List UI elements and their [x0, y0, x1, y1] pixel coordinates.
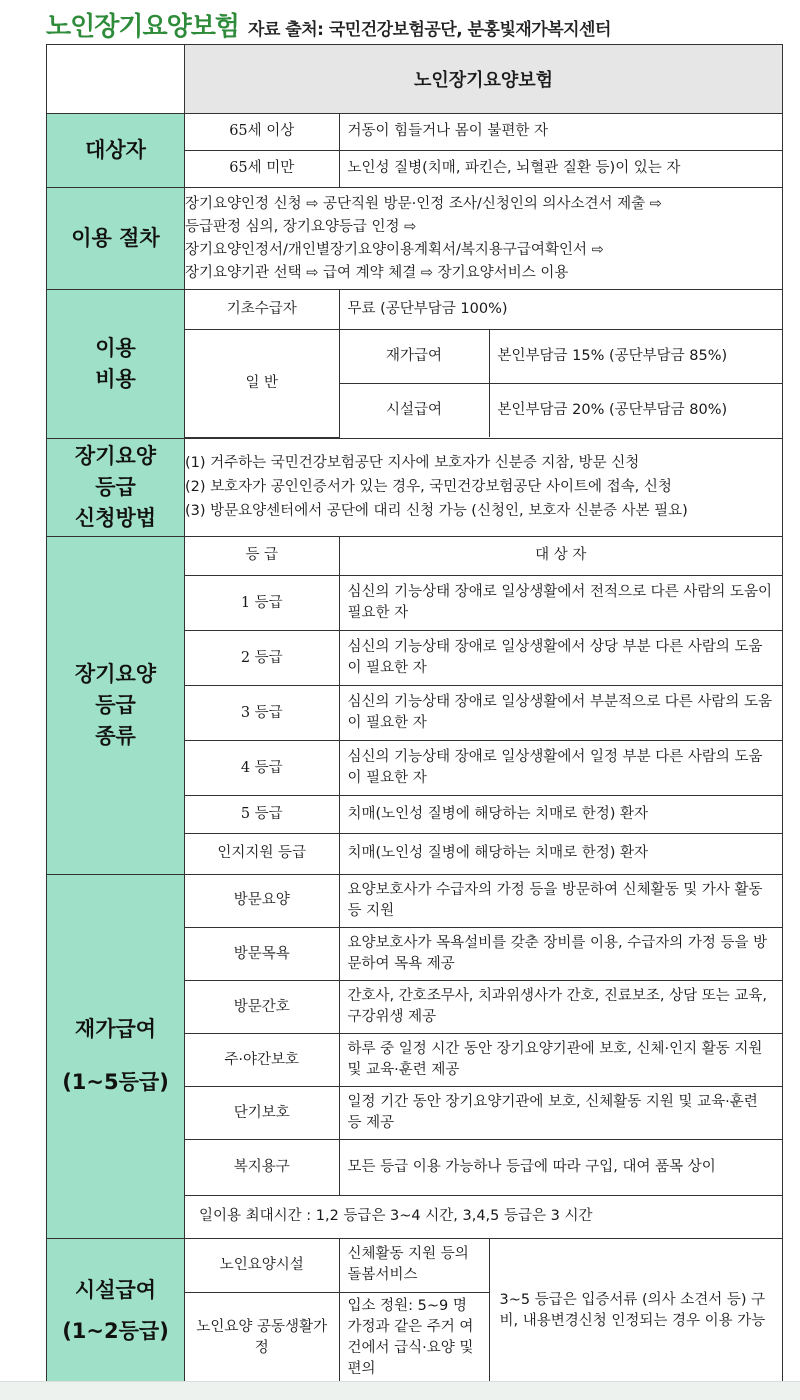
page-header [46, 6, 611, 42]
category-cost [47, 290, 185, 439]
bottom-bar [0, 1381, 800, 1400]
home-care-table [185, 875, 782, 1238]
procedure-steps [185, 188, 783, 290]
facility-care-desc: 입소 정원: 5~9 명 가정과 같은 주거 여건에서 급식·요양 및 편의 [339, 1293, 489, 1384]
procedure-line: 장기요양인정 신청 ⇨ 공단직원 방문·인정 조사/신청인의 의사소견서 제출 ⇨ [185, 195, 662, 212]
facility-care-note: 3~5 등급은 입증서류 (의사 소견서 등) 구비, 내용변경신청 인정되는 경우 이용 가능 [489, 1239, 782, 1384]
home-care-label: 주·야간보호 [185, 1034, 339, 1087]
table-header: 노인장기요양보험 [185, 45, 783, 114]
category-procedure: 이용 절차 [47, 188, 185, 290]
grade-desc: 치매(노인성 질병에 해당하는 치매로 한정) 환자 [339, 834, 782, 874]
grade-desc: 심신의 기능상태 장애로 일상생활에서 부분적으로 다른 사람의 도움이 필요한 자 [339, 686, 782, 741]
category-apply-line: 등급 [95, 474, 136, 499]
grades-col-header: 대 상 자 [339, 537, 782, 576]
grade-label: 3 등급 [185, 686, 339, 741]
facility-care-label: 노인요양시설 [185, 1239, 339, 1293]
grade-label: 2 등급 [185, 631, 339, 686]
home-care-desc: 요양보호사가 수급자의 가정 등을 방문하여 신체활동 및 가사 활동 등 지원 [339, 875, 782, 928]
basic-label: 기초수급자 [185, 290, 339, 329]
grade-label: 인지지원 등급 [185, 834, 339, 874]
facility-care-table [185, 1239, 782, 1384]
insurance-table [46, 44, 783, 1385]
home-care-label: 단기보호 [185, 1087, 339, 1140]
basic-desc: 무료 (공단부담금 100%) [339, 290, 782, 329]
category-apply-line: 장기요양 [74, 443, 157, 468]
home-cost-desc: 본인부담금 15% (공단부담금 85%) [489, 329, 782, 383]
category-grades-line: 종류 [95, 723, 136, 748]
cost-table [185, 290, 782, 438]
apply-line: (2) 보호자가 공인인증서가 있는 경우, 국민건강보험공단 사이트에 접속, 신청 [185, 479, 672, 495]
facility-cost-label: 시설급여 [339, 383, 489, 437]
grade-desc: 심신의 기능상태 장애로 일상생활에서 전적으로 다른 사람의 도움이 필요한 자 [339, 576, 782, 631]
general-label: 일 반 [185, 329, 339, 437]
home-care-label: 방문간호 [185, 981, 339, 1034]
home-care-label: 방문요양 [185, 875, 339, 928]
procedure-line: 장기요양인정서/개인별장기요양이용계획서/복지용구급여확인서 ⇨ [185, 241, 604, 258]
category-cost-line: 비용 [95, 366, 136, 391]
category-facility-care-line: (1~2등급) [62, 1319, 169, 1343]
category-home-care-line: 재가급여 [74, 1017, 157, 1041]
grade-desc: 심신의 기능상태 장애로 일상생활에서 일정 부분 다른 사람의 도움이 필요한 자 [339, 741, 782, 796]
grade-label: 5 등급 [185, 796, 339, 834]
apply-methods [185, 438, 783, 536]
category-home-care-line: (1~5등급) [62, 1070, 169, 1094]
grades-table [185, 537, 782, 874]
home-care-desc: 하루 중 일정 시간 동안 장기요양기관에 보호, 신체·인지 활동 지원 및 교육·훈련 제공 [339, 1034, 782, 1087]
category-grades [47, 536, 185, 874]
home-care-note: 일이용 최대시간 : 1,2 등급은 3~4 시간, 3,4,5 등급은 3 시간 [185, 1196, 782, 1238]
home-care-desc: 간호사, 간호조무사, 치과위생사가 간호, 진료보조, 상담 또는 교육, 구강위생 제공 [339, 981, 782, 1034]
page-title: 노인장기요양보험 [46, 12, 239, 42]
category-grades-line: 등급 [95, 692, 136, 717]
category-facility-care [47, 1238, 185, 1384]
target-desc: 거동이 힘들거나 몸이 불편한 자 [339, 114, 782, 150]
apply-line: (1) 거주하는 국민건강보험공단 지사에 보호자가 신분증 지참, 방문 신청 [185, 455, 640, 471]
grade-label: 4 등급 [185, 741, 339, 796]
home-care-label: 복지용구 [185, 1140, 339, 1196]
apply-line: (3) 방문요양센터에서 공단에 대리 신청 가능 (신청인, 보호자 신분증 사본 필요) [185, 503, 688, 519]
category-grades-line: 장기요양 [74, 661, 157, 686]
procedure-line: 등급판정 심의, 장기요양등급 인정 ⇨ [185, 218, 417, 235]
source-note: 자료 출처: 국민건강보험공단, 분홍빛재가복지센터 [248, 20, 611, 40]
home-care-desc: 일정 기간 동안 장기요양기관에 보호, 신체활동 지원 및 교육·훈련 등 제공 [339, 1087, 782, 1140]
grade-desc: 치매(노인성 질병에 해당하는 치매로 한정) 환자 [339, 796, 782, 834]
category-cost-line: 이용 [95, 335, 136, 360]
category-apply [47, 438, 185, 536]
facility-cost-desc: 본인부담금 20% (공단부담금 80%) [489, 383, 782, 437]
target-desc: 노인성 질병(치매, 파킨슨, 뇌혈관 질환 등)이 있는 자 [339, 150, 782, 187]
category-home-care [47, 874, 185, 1238]
target-label: 65세 미만 [185, 150, 339, 187]
grade-desc: 심신의 기능상태 장애로 일상생활에서 상당 부분 다른 사람의 도움이 필요한 자 [339, 631, 782, 686]
table-corner [47, 45, 185, 114]
home-care-label: 방문목욕 [185, 928, 339, 981]
category-apply-line: 신청방법 [74, 505, 157, 530]
category-facility-care-line: 시설급여 [74, 1278, 157, 1302]
home-cost-label: 재가급여 [339, 329, 489, 383]
target-table [185, 114, 782, 187]
home-care-desc: 요양보호사가 목욕설비를 갖춘 장비를 이용, 수급자의 가정 등을 방문하여 목욕 제공 [339, 928, 782, 981]
category-target: 대상자 [47, 114, 185, 188]
facility-care-label: 노인요양 공동생활가정 [185, 1293, 339, 1384]
grades-col-header: 등 급 [185, 537, 339, 576]
facility-care-desc: 신체활동 지원 등의 돌봄서비스 [339, 1239, 489, 1293]
grade-label: 1 등급 [185, 576, 339, 631]
home-care-desc: 모든 등급 이용 가능하나 등급에 따라 구입, 대여 품목 상이 [339, 1140, 782, 1196]
procedure-line: 장기요양기관 선택 ⇨ 급여 계약 체결 ⇨ 장기요양서비스 이용 [185, 264, 569, 281]
target-label: 65세 이상 [185, 114, 339, 150]
